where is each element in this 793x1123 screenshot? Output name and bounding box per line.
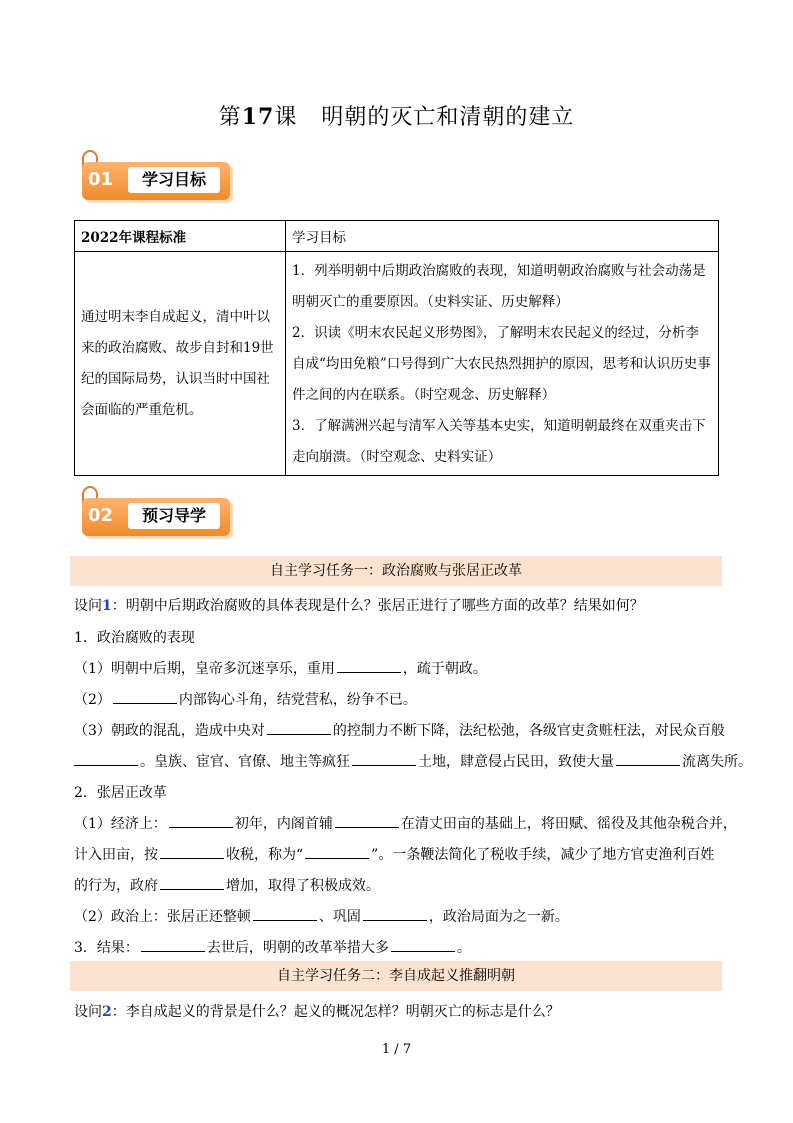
item-3 — [74, 720, 725, 740]
item-text: 内部钩心斗角，结党营私，纷争不已。 — [178, 692, 417, 708]
item-text: 在清丈田亩的基础上，将田赋、徭役及其他杂税合并， — [400, 816, 737, 832]
item-4 — [74, 751, 752, 771]
goals-table — [74, 220, 719, 476]
fill-blank[interactable] — [141, 937, 205, 952]
item-7 — [74, 875, 380, 895]
item-1 — [74, 658, 487, 678]
lesson-name: 明朝的灭亡和清朝的建立 — [321, 105, 575, 130]
fill-blank[interactable] — [337, 658, 401, 673]
question-prefix: 设问 — [74, 1004, 102, 1020]
lesson-number: 17 — [241, 104, 275, 130]
item-text: 收税，称为“ — [226, 847, 304, 863]
fill-blank[interactable] — [253, 906, 317, 921]
fill-blank[interactable] — [352, 751, 416, 766]
item-text: （2）政治上：张居正还整顿 — [74, 909, 251, 925]
question-number: 1 — [102, 598, 112, 614]
title-suffix: 课 — [274, 105, 298, 130]
item-text: 初年，内阁首辅 — [234, 816, 333, 832]
section-label: 学习目标 — [128, 167, 220, 193]
standard-text: 通过明末李自成起义，清中叶以来的政治腐败、故步自封和19世纪的国际局势，认识当时中国社会面临的严重危机。 — [75, 252, 286, 476]
heading-corruption: 1．政治腐败的表现 — [74, 630, 195, 646]
item-text: 的控制力不断下降，法纪松弛，各级官吏贪赃枉法，对民众百般 — [332, 723, 725, 739]
item-text: 。 — [456, 940, 471, 956]
item-text: （3）朝政的混乱，造成中央对 — [74, 723, 265, 739]
item-text: （1）经济上： — [74, 816, 167, 832]
item-8 — [74, 906, 569, 926]
header-goals: 学习目标 — [286, 221, 719, 252]
section-badge-goals — [78, 150, 234, 200]
fill-blank[interactable] — [363, 906, 427, 921]
section-badge-preview — [78, 486, 234, 536]
item-text: 、巩固 — [318, 909, 361, 925]
table-row — [75, 252, 719, 476]
question-1 — [74, 595, 644, 615]
item-2 — [74, 689, 417, 709]
fill-blank[interactable] — [616, 751, 680, 766]
section-label: 预习导学 — [128, 503, 220, 529]
item-text: 增加，取得了积极成效。 — [226, 878, 380, 894]
item-text: 去世后，明朝的改革举措大多 — [206, 940, 389, 956]
section-number: 01 — [88, 169, 114, 190]
item-text: （1）明朝中后期，皇帝多沉迷享乐，重用 — [74, 661, 335, 677]
fill-blank[interactable] — [160, 875, 224, 890]
item-5 — [74, 813, 737, 833]
question-prefix: 设问 — [74, 598, 102, 614]
fill-blank[interactable] — [267, 720, 331, 735]
question-text: ：李自成起义的背景是什么？起义的概况怎样？明朝灭亡的标志是什么？ — [111, 1004, 560, 1020]
item-text: 流离失所。 — [682, 754, 752, 770]
question-text: ：明朝中后期政治腐败的具体表现是什么？张居正进行了哪些方面的改革？结果如何？ — [111, 598, 644, 614]
item-6 — [74, 844, 714, 864]
fill-blank[interactable] — [113, 689, 177, 704]
item-text: 3．结果： — [74, 940, 139, 956]
goal-item: 2．识读《明末农民起义形势图》，了解明末农民起义的经过，分析李自成“均田免粮”口号得到广大农民热烈拥护的原因，思考和认识历史事件之间的内在联系。（时空观念、历史解释） — [292, 325, 711, 403]
title-prefix: 第 — [218, 105, 242, 130]
question-2 — [74, 1001, 560, 1021]
fill-blank[interactable] — [335, 813, 399, 828]
header-standard: 2022年课程标准 — [75, 221, 286, 252]
fill-blank[interactable] — [391, 937, 455, 952]
page-number: 1 / 7 — [381, 1042, 412, 1057]
item-text: 的行为，政府 — [74, 878, 158, 894]
heading-reform: 2．张居正改革 — [74, 785, 167, 801]
task-bar-2: 自主学习任务二：李自成起义推翻明朝 — [70, 961, 722, 991]
section-number: 02 — [88, 505, 114, 526]
item-text: 计入田亩，按 — [74, 847, 158, 863]
task-bar-1: 自主学习任务一：政治腐败与张居正改革 — [70, 556, 722, 586]
goal-item: 1．列举明朝中后期政治腐败的表现，知道明朝政治腐败与社会动荡是明朝灭亡的重要原因。（史料实证、历史解释） — [292, 263, 706, 310]
item-text: ，政治局面为之一新。 — [428, 909, 569, 925]
fill-blank[interactable] — [305, 844, 369, 859]
item-text: ”。一条鞭法简化了税收手续，减少了地方官吏渔利百姓 — [371, 847, 715, 863]
item-text: ，疏于朝政。 — [402, 661, 487, 677]
item-text: 土地，肆意侵占民田，致使大量 — [418, 754, 614, 770]
question-number: 2 — [102, 1004, 112, 1020]
goals-cell — [286, 252, 719, 476]
item-text: （2） — [74, 692, 111, 708]
goal-item: 3．了解满洲兴起与清军入关等基本史实，知道明朝最终在双重夹击下走向崩溃。（时空观念、史料实证） — [292, 418, 706, 465]
table-header-row — [75, 221, 719, 252]
fill-blank[interactable] — [169, 813, 233, 828]
fill-blank[interactable] — [160, 844, 224, 859]
item-text: 。皇族、宦官、官僚、地主等疯狂 — [140, 754, 350, 770]
item-result — [74, 937, 471, 957]
page-title — [0, 100, 793, 131]
fill-blank[interactable] — [74, 751, 138, 766]
